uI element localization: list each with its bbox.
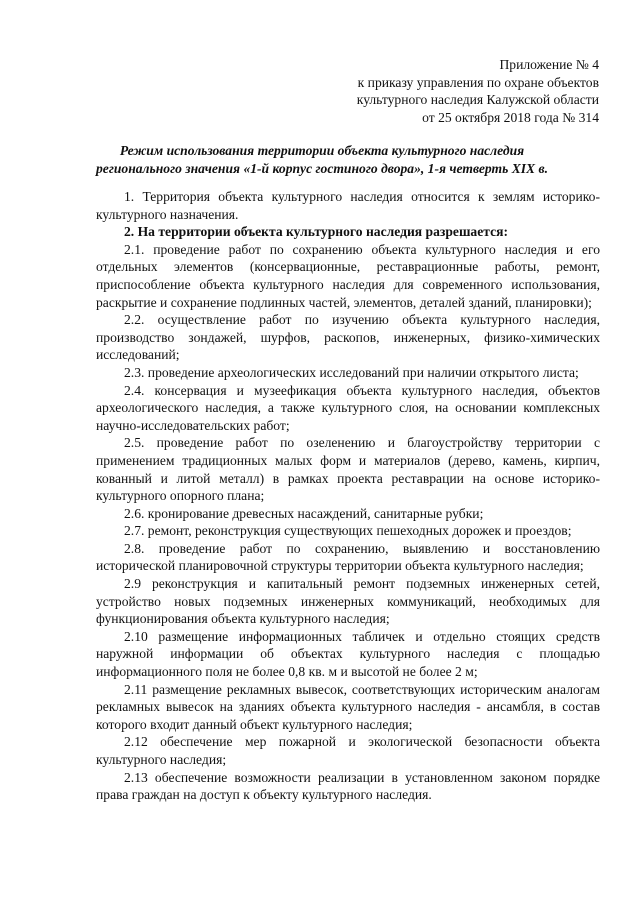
document-title [40,142,604,178]
list-item-2-4: 2.4. консервация и музеефикация объекта культурного наследия, объектов археологического наследия, а также культурного слоя, на основании комплексных научно-исследовательских работ; [96,382,600,433]
appendix-line-4: от 25 октября 2018 года № 314 [422,109,599,125]
list-item-2-5: 2.5. проведение работ по озеленению и благоустройству территории с применением традиционных малых форм и материалов (дерево, камень, кирпич, кованный и литой металл) в рамках проекта реставрации на основе историко-культурного опорного плана; [96,435,600,504]
title-line-1: Режим использования территории объекта культурного наследия [119,143,525,158]
document-body [96,188,600,804]
list-item-2-8: 2.8. проведение работ по сохранению, выявлению и восстановлению исторической планировочной структуры территории объекта культурного наследия; [96,540,600,574]
list-item-2-13: 2.13 обеспечение возможности реализации в установленном законом порядке права граждан на доступ к объекту культурного наследия. [96,769,600,803]
list-item-2-12: 2.12 обеспечение мер пожарной и экологической безопасности объекта культурного наследия; [96,734,600,767]
section-heading: 2. На территории объекта культурного наследия разрешается: [124,224,509,240]
list-item-2-11: 2.11 размещение рекламных вывесок, соответствующих историческим аналогам рекламных вывесок на зданиях объекта культурного наследия - ансамбля, в состав которого входит данный объект культурного наследия; [96,681,600,732]
list-item-2-10: 2.10 размещение информационных табличек и отдельно стоящих средств наружной информации об объектах культурного наследия с площадью информационного поля не более 0,8 кв. м и высотой не более 2 м; [96,628,600,680]
list-item-2-3: 2.3. проведение археологических исследований при наличии открытого листа; [124,364,579,380]
appendix-line-3: культурного наследия Калужской области [356,92,599,108]
list-item-2-6: 2.6. кронирование древесных насаждений, санитарные рубки; [124,505,484,521]
appendix-line-2: к приказу управления по охране объектов [357,74,599,90]
appendix-header [357,56,599,126]
title-line-2: регионального значения «1-й корпус гостиного двора», 1-я четверть XIX в. [96,160,548,176]
list-item-2-9: 2.9 реконструкция и капитальный ремонт подземных инженерных сетей, устройство новых подземных инженерных коммуникаций, необходимых для функционирования объекта культурного наследия; [96,576,600,627]
intro-paragraph: 1. Территория объекта культурного наследия относится к землям историко-культурного назначения. [96,189,600,222]
list-item-2-7: 2.7. ремонт, реконструкция существующих пешеходных дорожек и проездов; [124,523,572,539]
list-item-2-1: 2.1. проведение работ по сохранению объекта культурного наследия и его отдельных элементов (консервационные, реставрационные работы, ремонт, приспособление объекта культурного наследия для современного использования, раскрытие и сохранение подлинных частей, элементов, деталей зданий, планировки); [96,241,600,310]
appendix-line-1: Приложение № 4 [499,57,599,72]
list-item-2-2: 2.2. осуществление работ по изучению объекта культурного наследия, производство зондажей, шурфов, раскопов, инженерных, физико-химических исследований; [96,312,600,363]
